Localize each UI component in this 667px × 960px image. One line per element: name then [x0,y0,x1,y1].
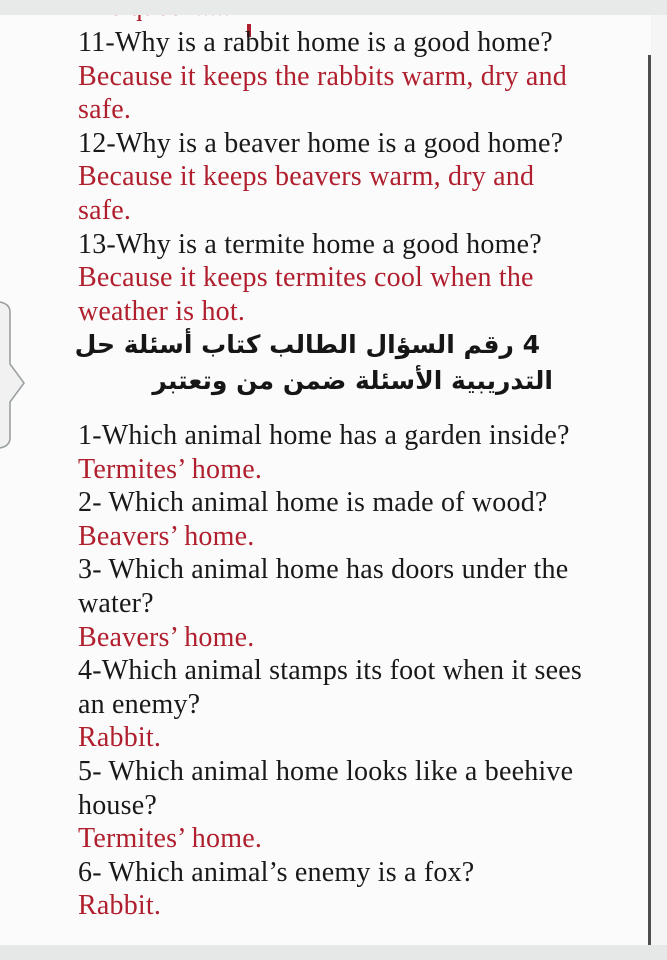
answer-line: Because it keeps the rabbits warm, dry and [78,60,567,92]
answer-line: safe. [78,194,132,226]
question-line: 3- Which animal home has doors under the [78,554,569,586]
page-edge-shadow [648,55,651,945]
qa-section-11-13 [78,26,567,328]
arabic-word: حل [74,330,115,359]
arabic-word: أسئلة [123,330,193,359]
viewer-bottom-bar [0,945,667,960]
answer-line: Because it keeps beavers warm, dry and [78,161,535,193]
question-line: 5- Which animal home looks like a beehive [78,755,574,787]
arabic-word: 4 [522,330,540,359]
arabic-word: ضمن [282,366,347,395]
answer-line: safe. [78,94,132,126]
arabic-word: السؤال [365,330,455,359]
answer-line: Rabbit. [78,722,162,754]
question-line: 4-Which animal stamps its foot when it sees [78,655,582,687]
answer-line: Beavers’ home. [78,621,255,653]
page-right-margin [651,15,667,945]
viewer-top-bar [0,0,667,15]
answer-line: Termites’ home. [78,823,263,855]
answer-line: Rabbit. [78,890,162,922]
arabic-note-line-1 [75,327,540,363]
arabic-word: كتاب [201,330,261,359]
arabic-word: من [236,366,275,395]
arabic-word: التدريبية [451,366,553,395]
qa-section-1-6 [78,419,582,923]
question-line: 1-Which animal home has a garden inside? [78,420,570,451]
arabic-word: الطالب [269,330,357,359]
question-line: 2- Which animal home is made of wood? [78,487,548,519]
question-line: an enemy? [78,688,201,720]
question-line: house? [78,789,157,821]
question-line: 6- Which animal’s enemy is a fox? [78,856,475,888]
arabic-note-line-2 [152,363,553,399]
question-line: 11-Why is a rabbit home is a good home? [78,27,553,58]
page-turn-arrow-icon[interactable] [0,298,26,452]
arabic-word: وتعتبر [152,366,228,395]
question-line: water? [78,587,154,619]
question-line: 12-Why is a beaver home is a good home? [78,127,564,159]
arabic-word: رقم [463,330,514,359]
answer-line: Beavers’ home. [78,520,255,552]
arabic-word: الأسئلة [354,366,443,395]
answer-line: Termites’ home. [78,453,263,485]
answer-line: Because it keeps termites cool when the [78,262,534,294]
answer-line: weather is hot. [78,295,246,327]
question-line: 13-Why is a termite home a good home? [78,228,542,260]
